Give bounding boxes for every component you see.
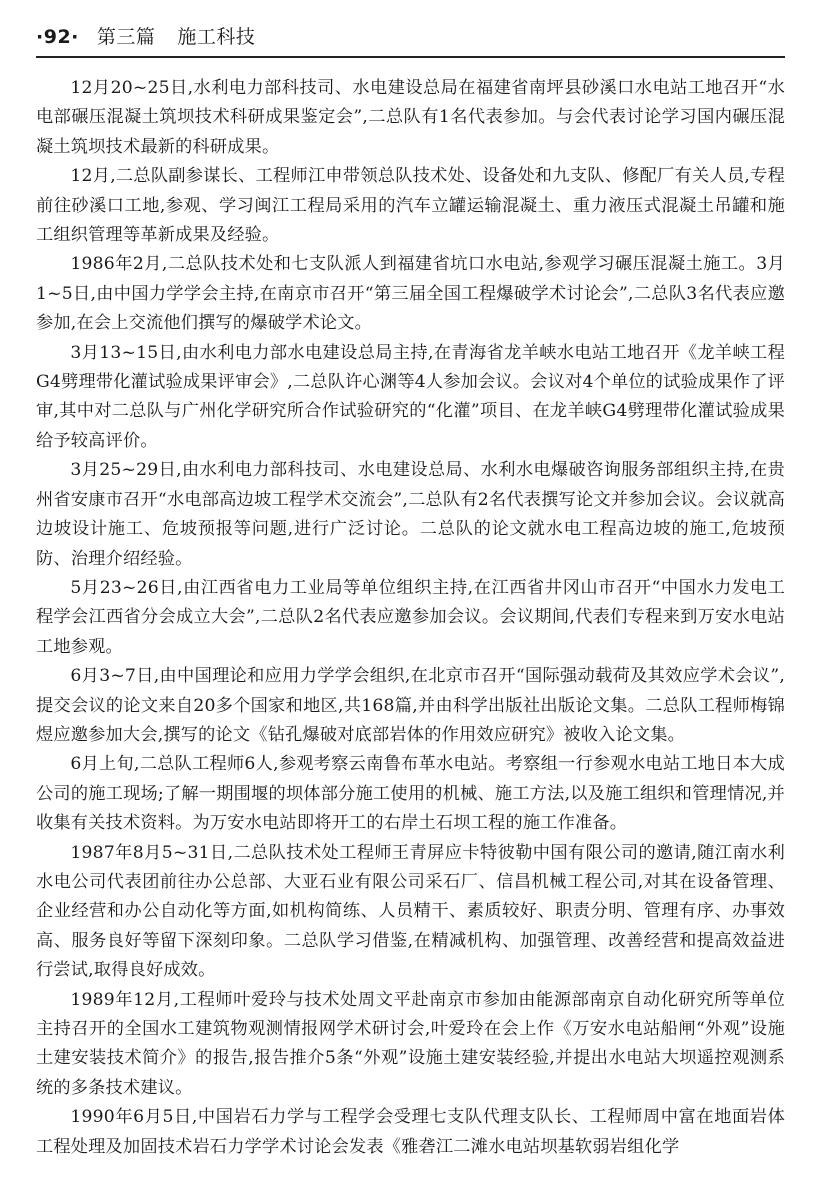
paragraph: 12月,二总队副参谋长、工程师江申带领总队技术处、设备处和九支队、修配厂有关人员,专程前往砂溪口工地,参观、学习闽江工程局采用的汽车立罐运输混凝土、重力液压式混凝土吊罐和施工组织管理等革新成果及经验。 [36,166,785,246]
body-text [36,74,785,1162]
paragraph: 3月13~15日,由水利电力部水电建设总局主持,在青海省龙羊峡水电站工地召开《龙羊峡工程G4劈理带化灌试验成果评审会》,二总队许心渊等4人参加会议。会议对4个单位的试验成果作了评审,其中对二总队与广州化学研究所合作试验研究的“化灌”项目、在龙羊峡G4劈理带化灌试验成果给予较高评价。 [36,342,785,451]
paragraph: 12月20~25日,水利电力部科技司、水电建设总局在福建省南坪县砂溪口水电站工地召开“水电部碾压混凝土筑坝技术科研成果鉴定会”,二总队有1名代表参加。与会代表讨论学习国内碾压混凝土筑坝技术最新的科研成果。 [36,78,785,157]
paragraph: 1987年8月5~31日,二总队技术处工程师王青屏应卡特彼勒中国有限公司的邀请,随江南水利水电公司代表团前往办公总部、大亚石业有限公司采石厂、信昌机械工程公司,对其在设备管理、企业经营和办公自动化等方面,如机构简练、人员精干、素质较好、职责分明、管理有序、办事效高、服务良好等留下深刻印象。二总队学习借鉴,在精减机构、加强管理、改善经营和提高效益进行尝试,取得良好成效。 [36,842,785,981]
section-title: 施工科技 [177,26,256,48]
paragraph: 1989年12月,工程师叶爱玲与技术处周文平赴南京市参加由能源部南京自动化研究所等单位主持召开的全国水工建筑物观测情报网学术研讨会,叶爱玲在会上作《万安水电站船闸“外观”设施土建安装技术简介》的报告,报告推介5条“外观”设施土建安装经验,并提出水电站大坝遥控观测系统的多条技术建议。 [36,989,785,1098]
part-title: 第三篇 [96,26,156,48]
page-number: ·92· [36,26,79,48]
running-header [36,22,785,52]
paragraph: 1990年6月5日,中国岩石力学与工程学会受理七支队代理支队长、工程师周中富在地面岩体工程处理及加固技术岩石力学学术讨论会发表《雅砻江二滩水电站坝基软弱岩组化学 [36,1107,785,1157]
paragraph: 1986年2月,二总队技术处和七支队派人到福建省坑口水电站,参观学习碾压混凝土施工。3月1~5日,由中国力学学会主持,在南京市召开“第三届全国工程爆破学术讨论会”,二总队3名代表应邀参加,在会上交流他们撰写的爆破学术论文。 [36,254,785,334]
paragraph: 6月上旬,二总队工程师6人,参观考察云南鲁布革水电站。考察组一行参观水电站工地日本大成公司的施工现场;了解一期围堰的坝体部分施工使用的机械、施工方法,以及施工组织和管理情况,并收集有关技术资料。为万安水电站即将开工的右岸土石坝工程的施工作准备。 [36,754,785,834]
header-rule [36,56,785,58]
paragraph: 5月23~26日,由江西省电力工业局等单位组织主持,在江西省井冈山市召开“中国水力发电工程学会江西省分会成立大会”,二总队2名代表应邀参加会议。会议期间,代表们专程来到万安水电站工地参观。 [36,577,785,657]
paragraph: 6月3~7日,由中国理论和应用力学学会组织,在北京市召开“国际强动载荷及其效应学术会议”,提交会议的论文来自20多个国家和地区,共168篇,并由科学出版社出版论文集。二总队工程师梅锦煜应邀参加大会,撰写的论文《钻孔爆破对底部岩体的作用效应研究》被收入论文集。 [36,666,785,745]
paragraph: 3月25~29日,由水利电力部科技司、水电建设总局、水利水电爆破咨询服务部组织主持,在贵州省安康市召开“水电部高边坡工程学术交流会”,二总队有2名代表撰写论文并参加会议。会议就高边坡设计施工、危坡预报等问题,进行广泛讨论。二总队的论文就水电工程高边坡的施工,危坡预防、治理介绍经验。 [36,460,785,569]
